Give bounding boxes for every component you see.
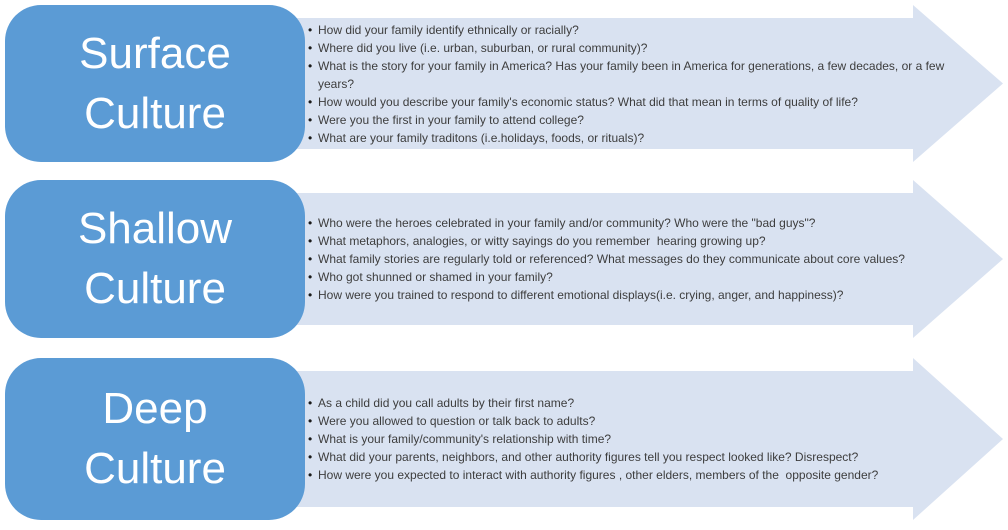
bullet-icon: • xyxy=(308,414,313,428)
bullet-item xyxy=(308,250,956,268)
bullet-item xyxy=(308,412,956,430)
shallow-culture-bullet-list xyxy=(308,193,956,325)
bullet-text: What family stories are regularly told or referenced? What messages do they communicate about core values? xyxy=(318,252,905,266)
row-surface-culture xyxy=(0,5,1008,162)
bullet-item xyxy=(308,448,956,466)
shallow-culture-label-line1: Shallow xyxy=(77,204,233,254)
bullet-text: What is your family/community's relationship with time? xyxy=(318,432,612,446)
bullet-item xyxy=(308,129,956,147)
surface-culture-box xyxy=(5,5,305,162)
bullet-item xyxy=(308,466,956,484)
bullet-item xyxy=(308,39,956,57)
bullet-icon: • xyxy=(308,450,313,464)
row-deep-culture xyxy=(0,358,1008,520)
bullet-item xyxy=(308,21,956,39)
bullet-icon: • xyxy=(308,94,313,109)
bullet-icon: • xyxy=(308,468,313,482)
bullet-text: What are your family traditons (i.e.holidays, foods, or rituals)? xyxy=(318,130,645,145)
bullet-item xyxy=(308,430,956,448)
surface-culture-bullet-list xyxy=(308,18,956,149)
bullet-text: Who got shunned or shamed in your family? xyxy=(318,270,553,284)
bullet-text: How would you describe your family's economic status? What did that mean in terms of quality of life? xyxy=(318,94,858,109)
bullet-icon: • xyxy=(308,112,313,127)
bullet-text: How were you trained to respond to different emotional displays(i.e. crying, anger, and happiness)? xyxy=(318,288,844,302)
bullet-text: What metaphors, analogies, or witty sayings do you remember hearing growing up? xyxy=(318,234,766,248)
shallow-culture-box xyxy=(5,180,305,338)
bullet-text: Where did you live (i.e. urban, suburban, or rural community)? xyxy=(318,40,648,55)
bullet-text: As a child did you call adults by their first name? xyxy=(318,396,575,410)
deep-culture-label-line1: Deep xyxy=(102,384,208,434)
bullet-text: Were you allowed to question or talk back to adults? xyxy=(318,414,596,428)
bullet-item xyxy=(308,232,956,250)
bullet-item xyxy=(308,93,956,111)
bullet-icon: • xyxy=(308,396,313,410)
surface-culture-label-line2: Culture xyxy=(84,88,226,138)
bullet-icon: • xyxy=(308,432,313,446)
bullet-icon: • xyxy=(308,288,313,302)
bullet-icon: • xyxy=(308,22,313,37)
bullet-text: Who were the heroes celebrated in your family and/or community? Who were the "bad guys"? xyxy=(318,216,816,230)
bullet-text: How were you expected to interact with authority figures , other elders, members of the opposite gender? xyxy=(318,468,879,482)
row-shallow-culture xyxy=(0,180,1008,338)
bullet-icon: • xyxy=(308,40,313,55)
bullet-icon: • xyxy=(308,130,313,145)
deep-culture-label-line2: Culture xyxy=(84,444,226,493)
bullet-text: Were you the first in your family to attend college? xyxy=(318,112,584,127)
bullet-icon: • xyxy=(308,270,313,284)
bullet-item xyxy=(308,268,956,286)
bullet-item xyxy=(308,394,956,412)
deep-culture-bullet-list xyxy=(308,371,956,507)
bullet-item xyxy=(308,111,956,129)
bullet-icon: • xyxy=(308,252,313,266)
shallow-culture-label-line2: Culture xyxy=(84,264,226,313)
surface-culture-label-line1: Surface xyxy=(79,28,231,78)
bullet-text: What is the story for your family in America? Has your family been in America for generations, a few decades, or a few years? xyxy=(318,58,948,91)
bullet-icon: • xyxy=(308,234,313,248)
bullet-icon: • xyxy=(308,216,313,230)
bullet-text: How did your family identify ethnically or racially? xyxy=(318,22,579,37)
bullet-text: What did your parents, neighbors, and other authority figures tell you respect looked like? Disrespect? xyxy=(318,450,859,464)
bullet-icon: • xyxy=(308,58,313,73)
bullet-item xyxy=(308,57,956,93)
bullet-item xyxy=(308,214,956,232)
bullet-item xyxy=(308,286,956,304)
deep-culture-box xyxy=(5,358,305,520)
